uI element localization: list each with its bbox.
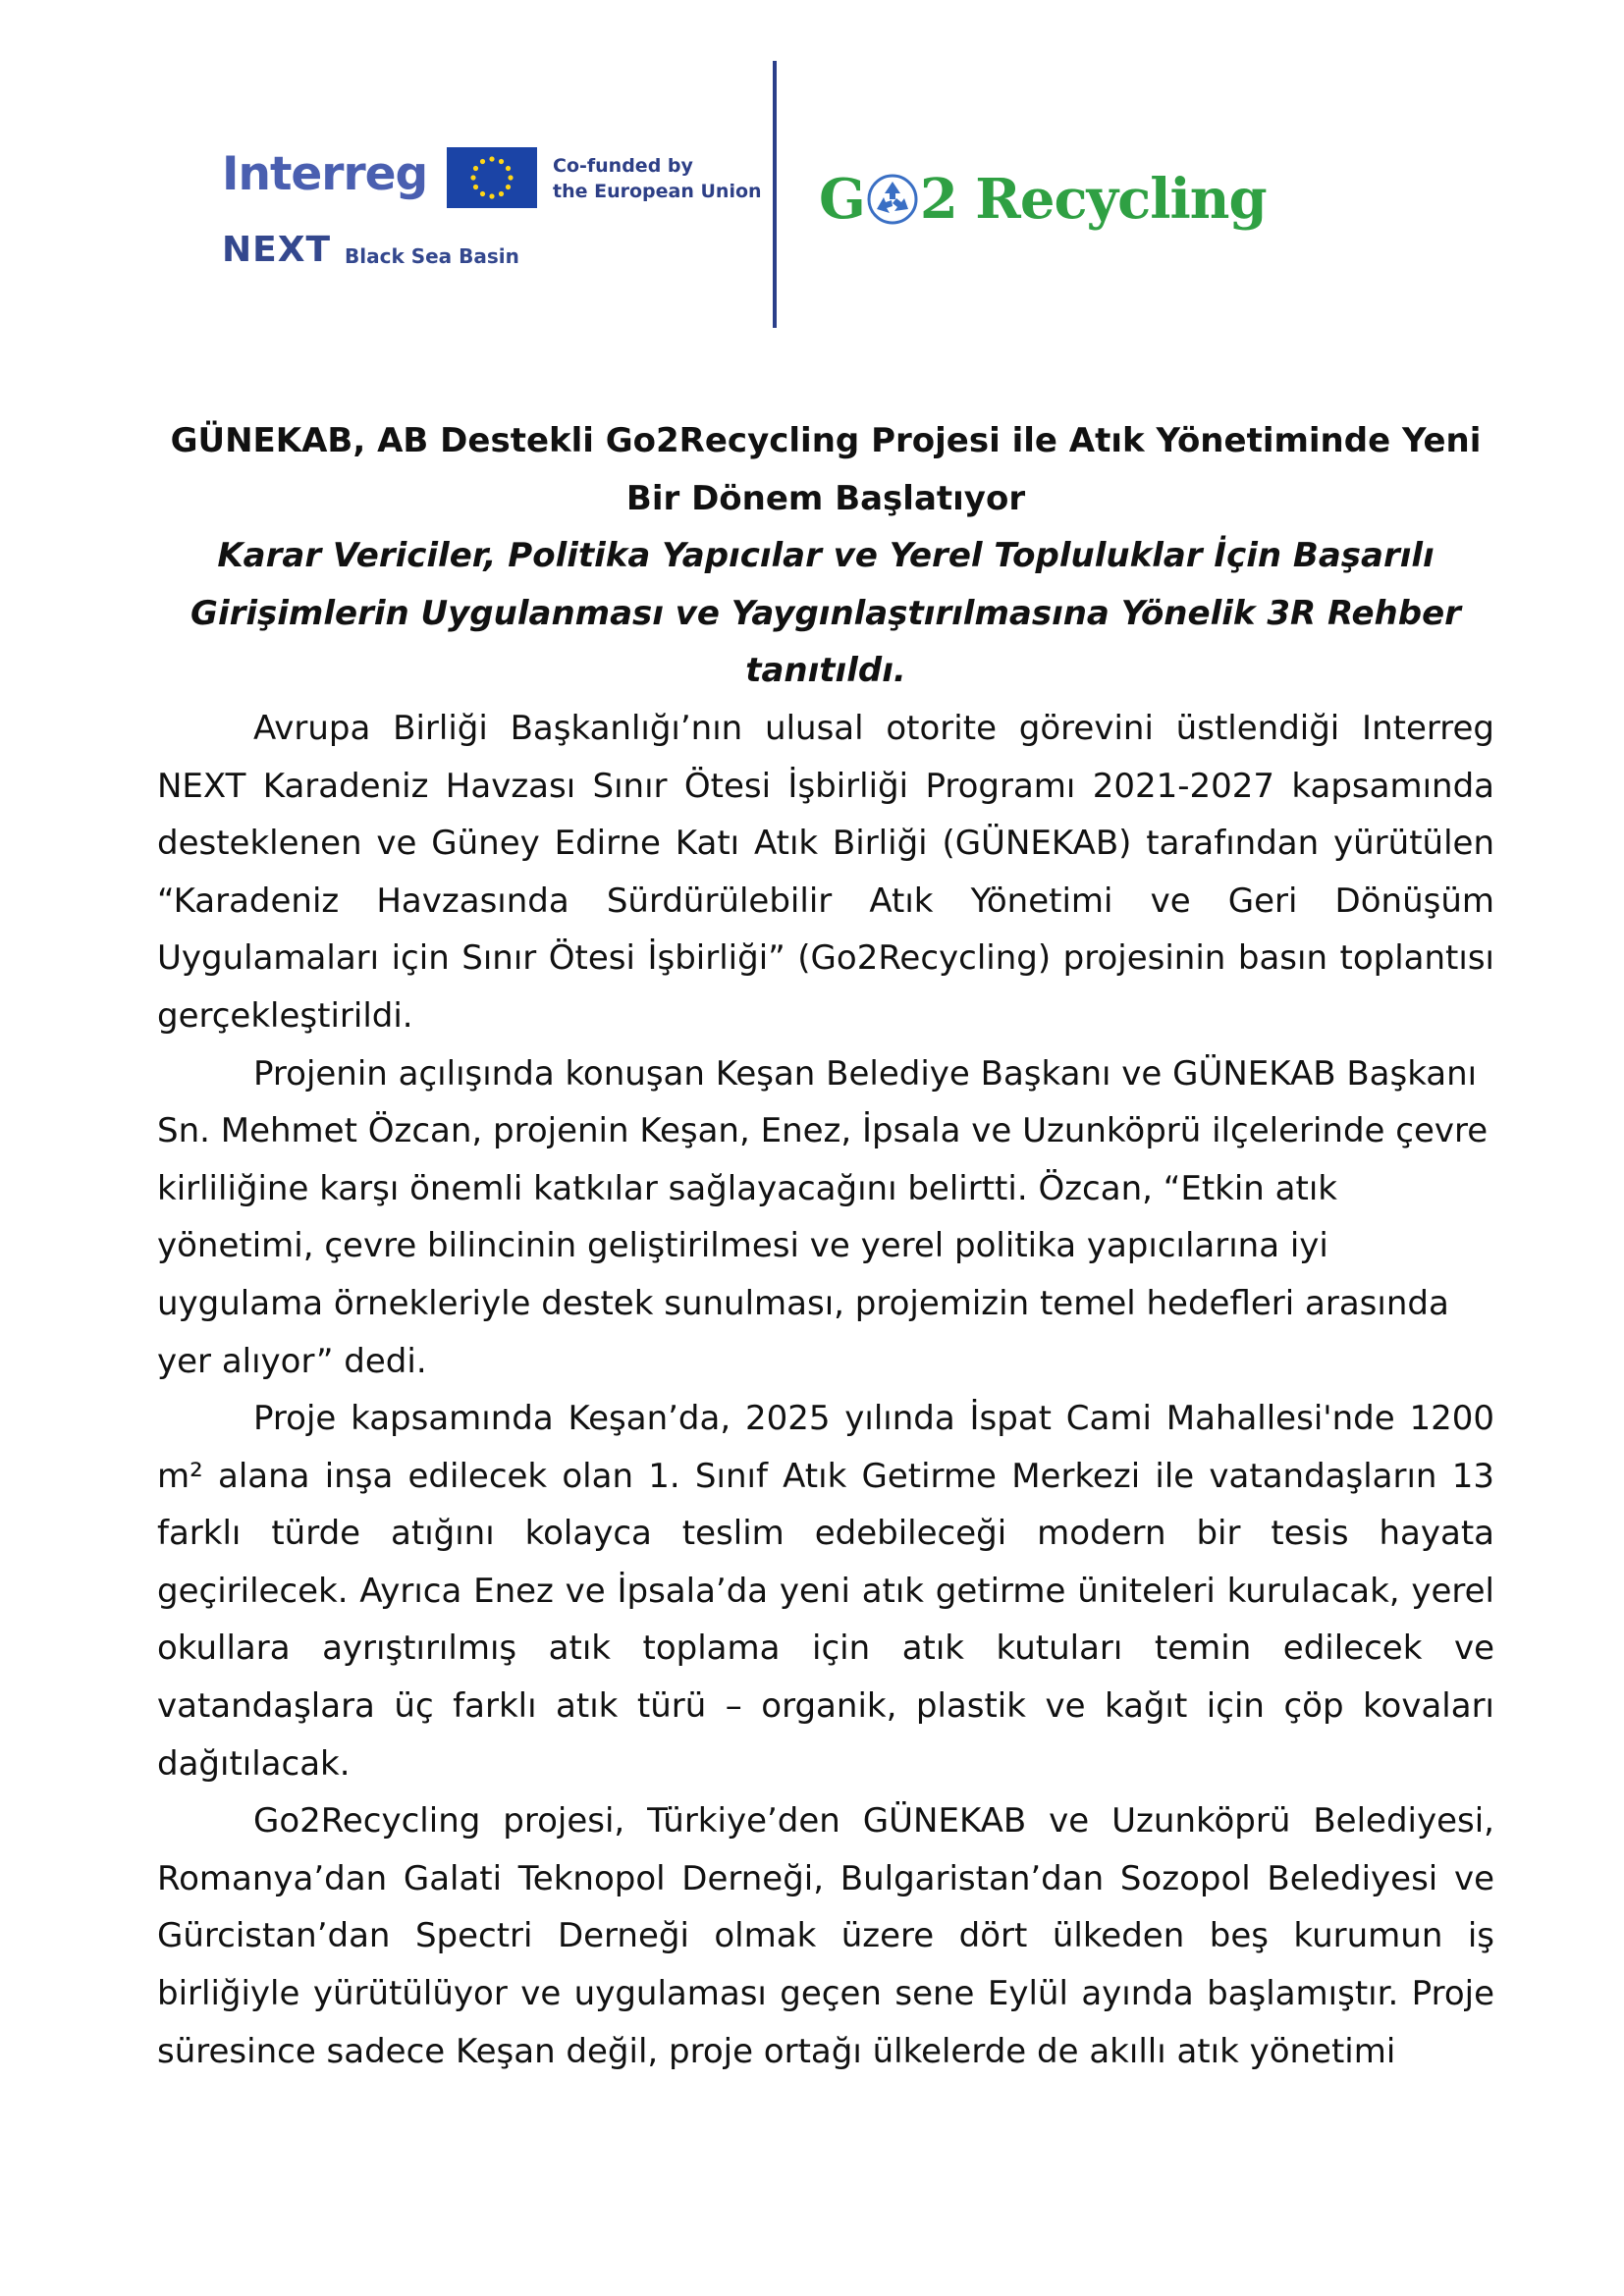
paragraph-opening-speech: Projenin açılışında konuşan Keşan Belediye Başkanı ve GÜNEKAB Başkanı Sn. Mehmet Özcan, projenin Keşan, Enez, İpsala ve Uzunköprü ilçelerinde çevre kirliliğine karşı önemli katkılar sağlayacağını belirtti. Özcan, “Etkin atık yönetimi, çevre bilincinin geliştirilmesi ve yerel politika yapıcılarına iyi uygulama örnekleriyle destek sunulması, projemizin temel hedefleri arasında yer alıyor” dedi. xyxy=(157,1053,1489,1381)
interreg-logo-text: Interreg xyxy=(222,147,428,201)
cofunded-line-1: Co-funded by xyxy=(553,155,693,177)
paragraph-partners: Go2Recycling projesi, Türkiye’den GÜNEKAB ve Uzunköprü Belediyesi, Romanya’dan Galati Teknopol Derneği, Bulgaristan’dan Sozopol Belediyesi ve Gürcistan’dan Spectri Derneği olmak üzere dört ülkeden beş kurumun iş birliğiyle yürütülüyor ve uygulaması geçen sene Eylül ayında başlamıştır. Proje süresince sadece Keşan değil, proje ortağı ülkelerde de akıllı atık yönetimi xyxy=(157,1801,1494,2071)
go2-prefix: G xyxy=(819,167,865,232)
title-line-2: Bir Dönem Başlatıyor xyxy=(625,478,1026,518)
document-header xyxy=(0,0,1624,334)
subtitle-line-2: Girişimlerin Uygulanması ve Yaygınlaştırılmasına Yönelik 3R Rehber xyxy=(190,593,1461,633)
subtitle-line-1: Karar Vericiler, Politika Yapıcılar ve Yerel Topluluklar İçin Başarılı xyxy=(217,536,1435,576)
black-sea-basin-label: Black Sea Basin xyxy=(345,244,519,268)
subtitle-line-3: tanıtıldı. xyxy=(745,651,906,691)
cofunded-label xyxy=(553,153,762,204)
go2recycling-logo xyxy=(819,167,1267,232)
cofunded-line-2: the European Union xyxy=(553,181,762,202)
document-title xyxy=(157,412,1494,527)
paragraph-project-scope: Proje kapsamında Keşan’da, 2025 yılında İspat Cami Mahallesi'nde 1200 m² alana inşa edilecek olan 1. Sınıf Atık Getirme Merkezi ile vatandaşların 13 farklı türde atığını kolayca teslim edebileceği modern bir tesis hayata geçirilecek. Ayrıca Enez ve İpsala’da yeni atık getirme üniteleri kurulacak, yerel okullara ayrıştırılmış atık toplama için atık kutuları temin edilecek ve vatandaşlara üç farklı atık türü – organik, plastik ve kağıt için çöp kovaları dağıtılacak. xyxy=(157,1399,1494,1784)
header-divider xyxy=(773,61,777,328)
title-line-1: GÜNEKAB, AB Destekli Go2Recycling Projesi ile Atık Yönetiminde Yeni xyxy=(170,421,1482,460)
eu-flag-icon xyxy=(447,147,537,208)
next-logo-text: NEXT xyxy=(222,230,332,270)
paragraph-intro: Avrupa Birliği Başkanlığı’nın ulusal otorite görevini üstlendiği Interreg NEXT Karadeniz Havzası Sınır Ötesi İşbirliği Programı 2021-2027 kapsamında desteklenen ve Güney Edirne Katı Atık Birliği (GÜNEKAB) tarafından yürütülen “Karadeniz Havzasında Sürdürülebilir Atık Yönetimi ve Geri Dönüşüm Uygulamaları için Sınır Ötesi İşbirliği” (Go2Recycling) projesinin basın toplantısı gerçekleştirildi. xyxy=(157,708,1494,1036)
document-subtitle xyxy=(157,527,1494,700)
recycle-icon xyxy=(867,174,918,225)
document-body xyxy=(157,412,1494,2080)
go2-suffix: 2 Recycling xyxy=(919,167,1267,232)
